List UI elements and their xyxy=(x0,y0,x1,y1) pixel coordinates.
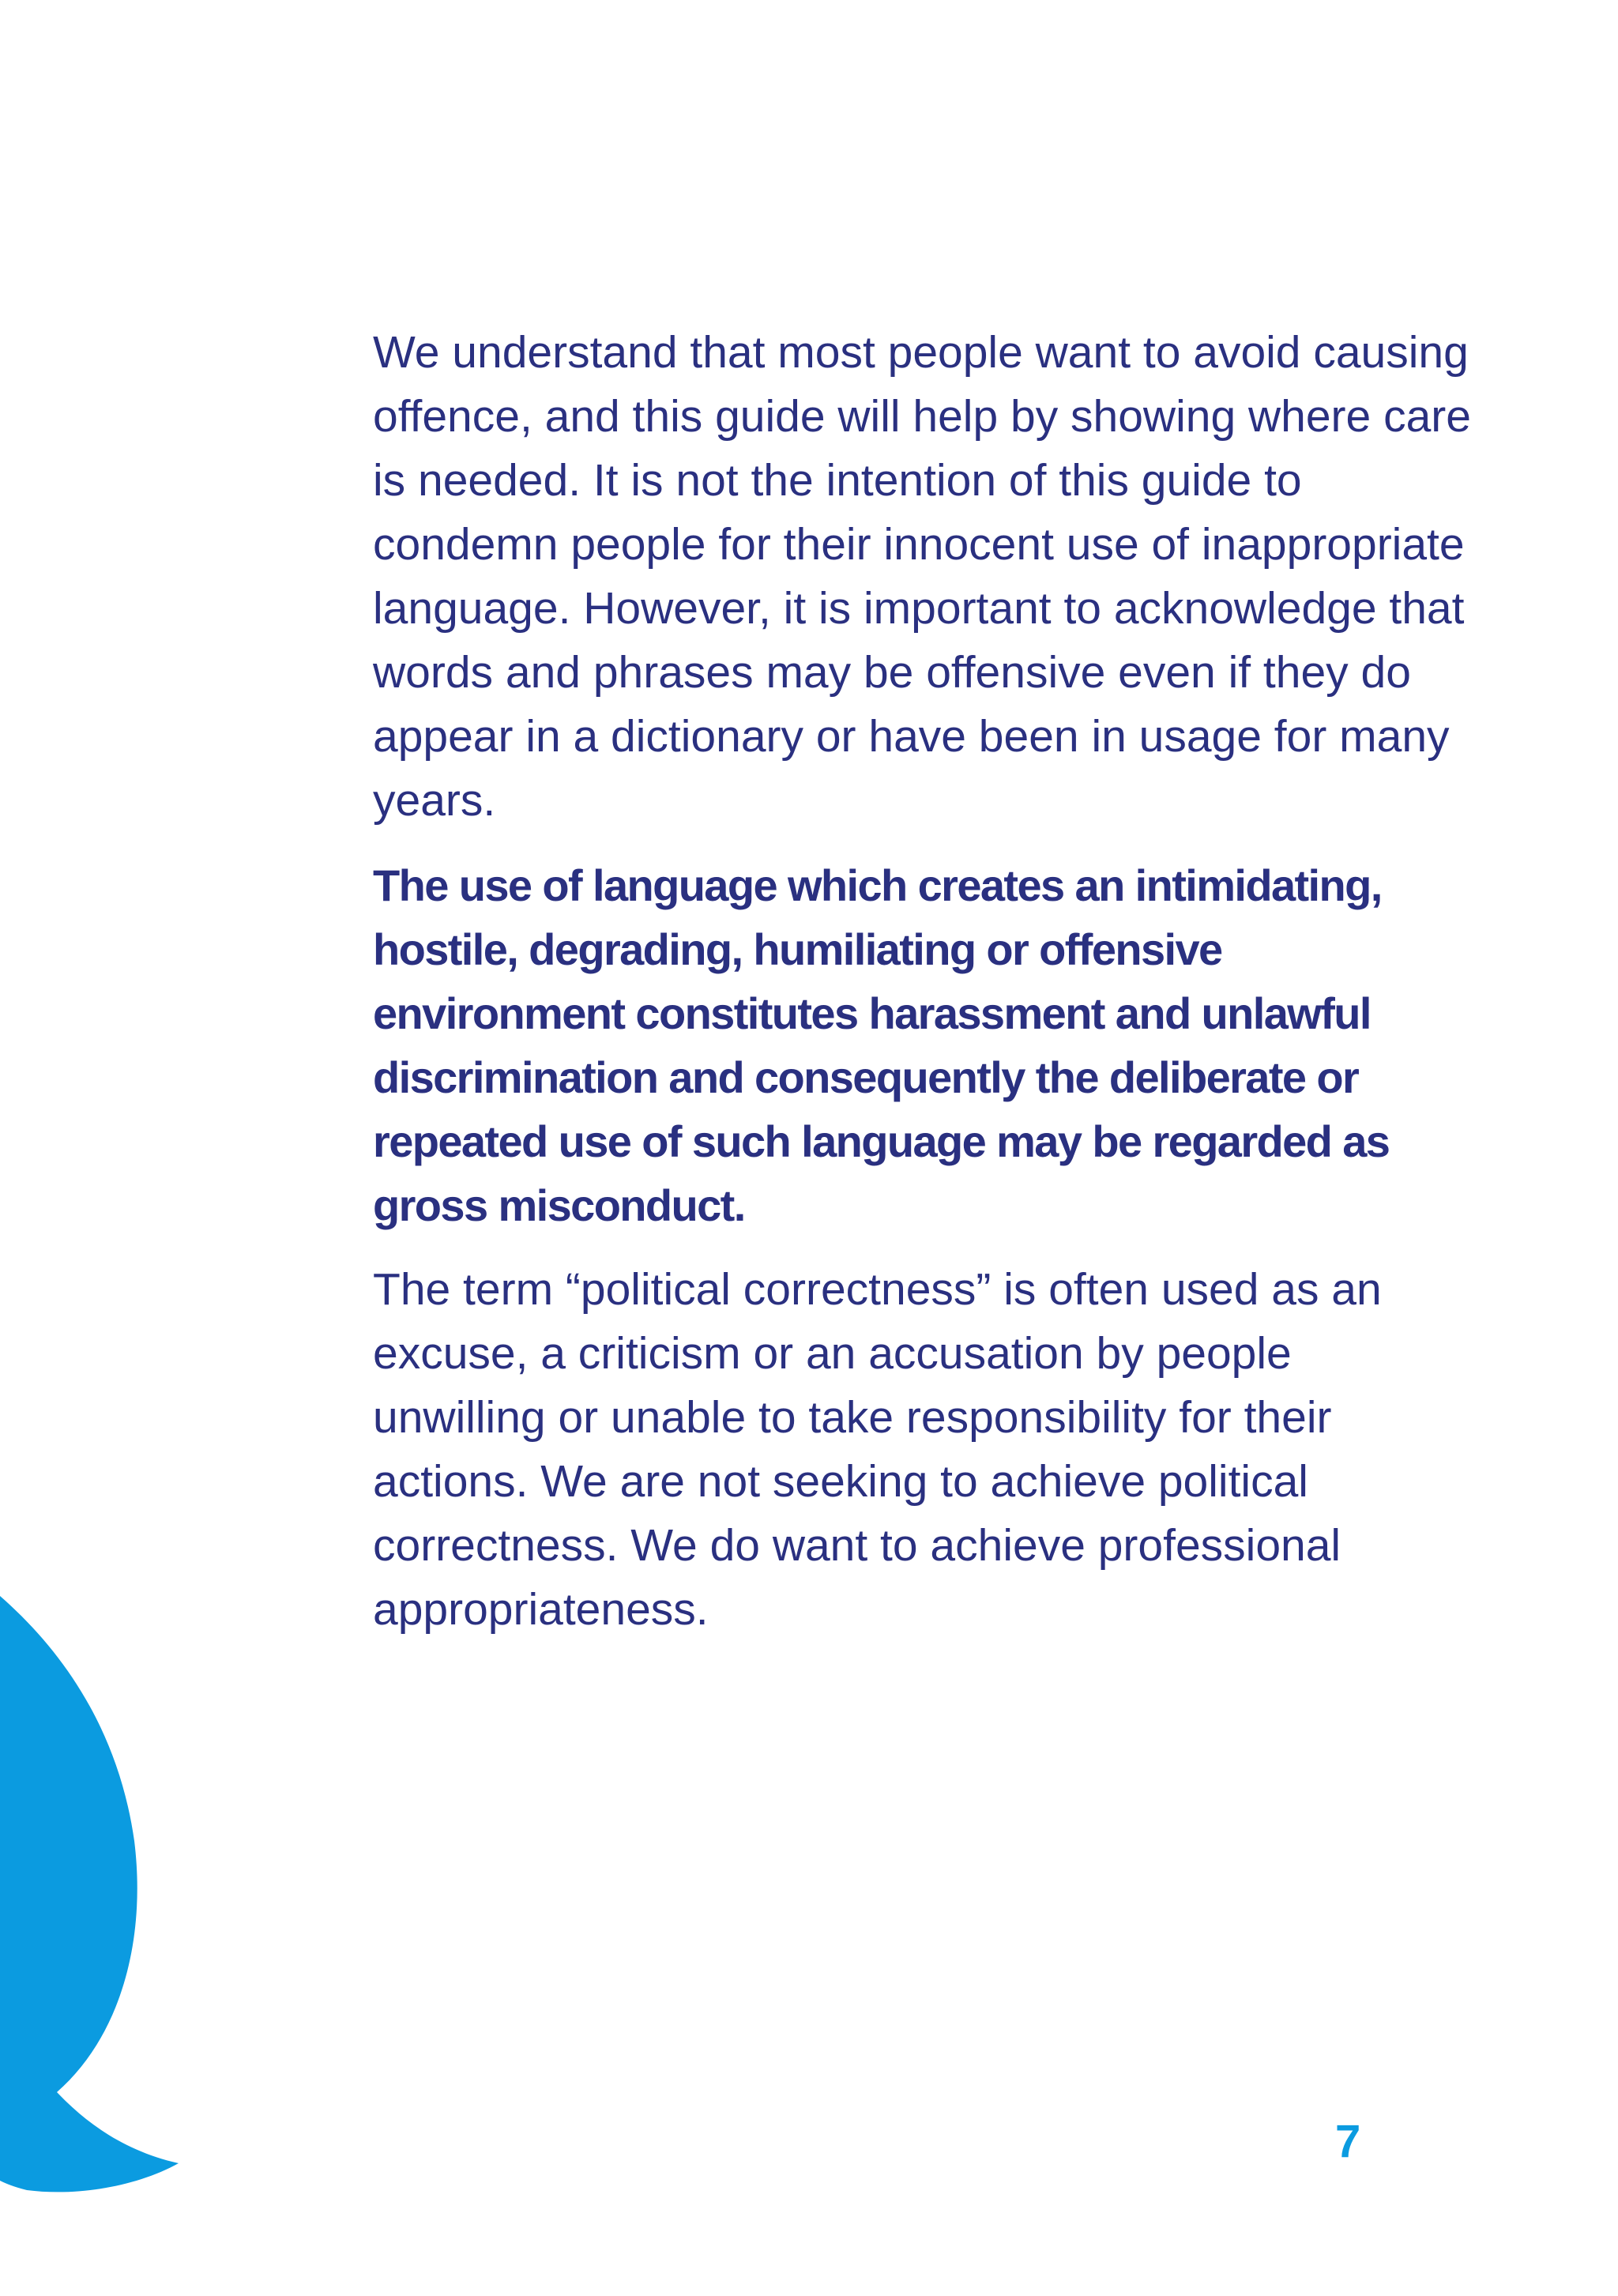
page-number: 7 xyxy=(1335,2116,1361,2167)
paragraph-political-correctness: The term “political correctness” is often used as an excuse, a criticism or an accusation by people unwilling or unable to take responsibility for their actions. We are not seeking to achieve political correctness. We do want to achieve professional appropriateness. xyxy=(373,1264,1382,1635)
speech-bubble-decor-icon xyxy=(0,1596,190,2196)
body-text xyxy=(373,321,1471,1642)
speech-bubble-shape xyxy=(0,1596,179,2192)
paragraph-harassment-warning: The use of language which creates an intimidating, hostile, degrading, humiliating or offensive environment constitutes harassment and unlawful discrimination and consequently the deliberate or repeated use of such language may be regarded as gross misconduct. xyxy=(373,860,1390,1230)
paragraph-intro: We understand that most people want to avoid causing offence, and this guide will help by showing where care is needed. It is not the intention of this guide to condemn people for their innocent use of inappropriate language. However, it is important to acknowledge that words and phrases may be offensive even if they do appear in a dictionary or have been in usage for many years. xyxy=(373,327,1471,826)
